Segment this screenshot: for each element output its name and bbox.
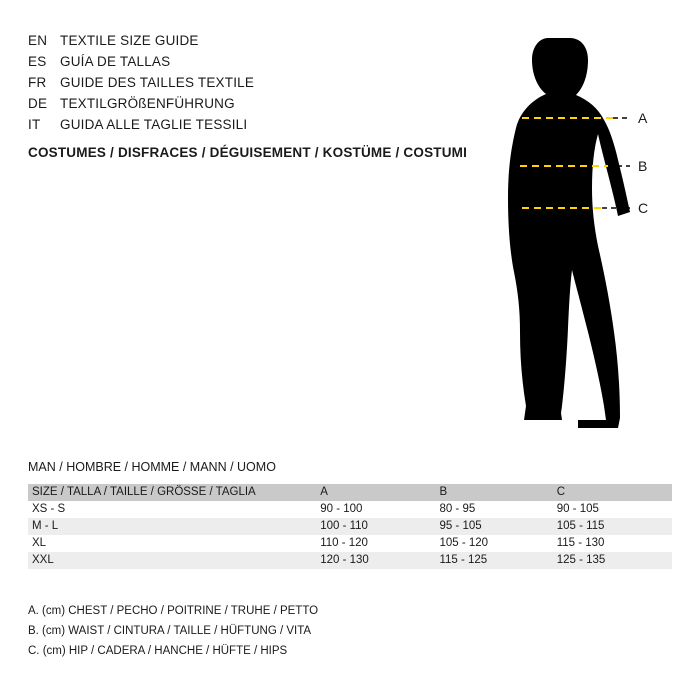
marker-label-a: A <box>638 110 648 126</box>
silhouette-icon <box>508 38 630 428</box>
legend-item-chest: A. (cm) CHEST / PECHO / POITRINE / TRUHE / PETTO <box>28 605 319 617</box>
cell-size: M - L <box>32 520 59 532</box>
table-section-title: MAN / HOMBRE / HOMME / MANN / UOMO <box>28 460 276 474</box>
size-table <box>28 484 672 569</box>
title-row-it <box>28 117 488 138</box>
title-text-it: GUIDA ALLE TAGLIE TESSILI <box>60 117 248 132</box>
marker-label-b: B <box>638 158 648 174</box>
cell-size: XXL <box>32 554 54 566</box>
cell-b: 80 - 95 <box>439 503 476 515</box>
title-lang-de: DE <box>28 96 48 111</box>
title-text-es: GUÍA DE TALLAS <box>60 54 171 69</box>
table-row <box>28 518 672 535</box>
title-lang-it: IT <box>28 117 41 132</box>
cell-c: 90 - 105 <box>556 503 599 515</box>
cell-c: 105 - 115 <box>556 520 605 532</box>
cell-a: 110 - 120 <box>320 537 368 549</box>
legend-block <box>28 601 318 661</box>
title-row-es <box>28 54 488 75</box>
title-text-en: TEXTILE SIZE GUIDE <box>60 33 199 48</box>
title-lang-fr: FR <box>28 75 47 90</box>
marker-label-c: C <box>638 200 649 216</box>
cell-a: 120 - 130 <box>320 554 369 566</box>
title-block <box>28 33 488 138</box>
subtitle: COSTUMES / DISFRACES / DÉGUISEMENT / KOSTÜME / COSTUMI <box>28 145 468 160</box>
title-text-de: TEXTILGRÖßENFÜHRUNG <box>60 96 235 111</box>
title-lang-es: ES <box>28 54 47 69</box>
cell-size: XS - S <box>32 503 66 515</box>
table-header-a: A <box>320 486 328 498</box>
cell-a: 100 - 110 <box>320 520 368 532</box>
cell-b: 105 - 120 <box>439 537 489 549</box>
cell-b: 115 - 125 <box>439 554 488 566</box>
cell-size: XL <box>32 537 47 549</box>
table-header-c: C <box>556 486 565 498</box>
table-row <box>28 501 672 518</box>
table-row <box>28 552 672 569</box>
cell-c: 115 - 130 <box>556 537 605 549</box>
title-row-fr <box>28 75 488 96</box>
cell-b: 95 - 105 <box>439 520 482 532</box>
title-row-de <box>28 96 488 117</box>
body-figure <box>470 20 685 440</box>
title-lang-en: EN <box>28 33 48 48</box>
table-header-b: B <box>439 486 448 498</box>
table-row <box>28 535 672 552</box>
table-header-row <box>28 484 672 501</box>
title-text-fr: GUIDE DES TAILLES TEXTILE <box>60 75 255 90</box>
cell-c: 125 - 135 <box>556 554 606 566</box>
legend-item-hip: C. (cm) HIP / CADERA / HANCHE / HÜFTE / HIPS <box>28 645 288 657</box>
table-header-size: SIZE / TALLA / TAILLE / GRÖSSE / TAGLIA <box>32 486 256 498</box>
cell-a: 90 - 100 <box>320 503 363 515</box>
title-row-en <box>28 33 488 54</box>
legend-item-waist: B. (cm) WAIST / CINTURA / TAILLE / HÜFTUNG / VITA <box>28 625 312 637</box>
